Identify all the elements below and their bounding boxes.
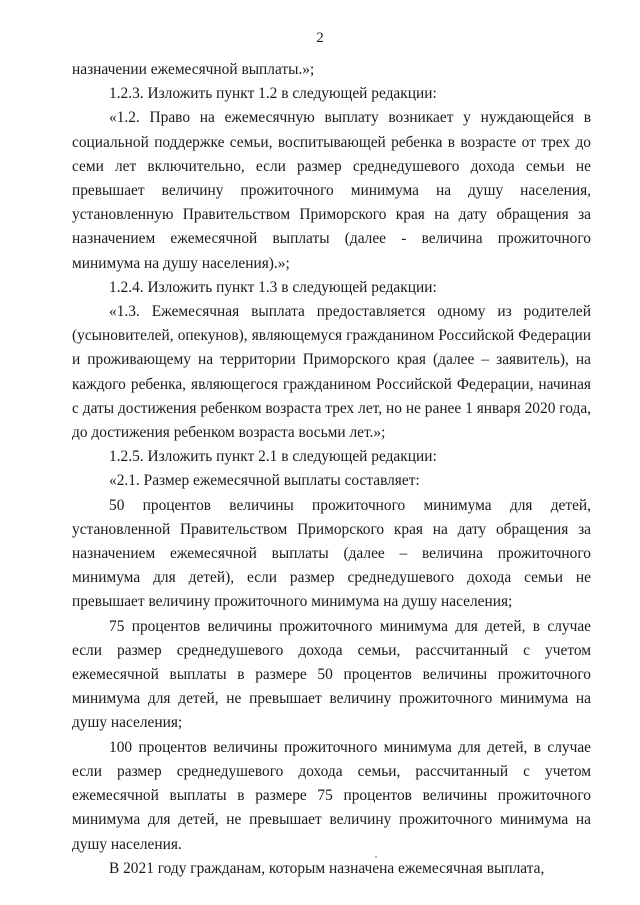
paragraph-amendment-1-2-3: 1.2.3. Изложить пункт 1.2 в следующей редакции: — [109, 85, 437, 103]
scan-speck — [375, 856, 377, 858]
paragraph-amendment-1-2-5: 1.2.5. Изложить пункт 2.1 в следующей редакции: — [109, 448, 437, 466]
paragraph-continuation: назначении ежемесячной выплаты.»; — [72, 61, 315, 78]
paragraph-rate-75: 75 процентов величины прожиточного минимума для детей, в случае если размер среднедушевого дохода семьи, рассчитанный с учетом ежемесячной выплаты в размере 50 процентов величины прожиточного минимума для детей, не превышает величину прожиточного минимума на душу населения; — [72, 617, 591, 732]
paragraph-amendment-1-2-4: 1.2.4. Изложить пункт 1.3 в следующей редакции: — [109, 278, 437, 296]
paragraph-clause-1-2: «1.2. Право на ежемесячную выплату возникает у нуждающейся в социальной поддержке семьи, воспитывающей ребенка в возрасте от трех до семи лет включительно, если размер среднедушевого дохода семьи не превышает величину прожиточного минимума на душу населения, установленную Правительством Приморского края на дату обращения за назначением ежемесячной выплаты (далее - величина прожиточного минимума на душу населения).»; — [72, 109, 591, 272]
paragraph-clause-2-1: «2.1. Размер ежемесячной выплаты составляет: — [109, 472, 420, 490]
paragraph-rate-100: 100 процентов величины прожиточного минимума для детей, в случае если размер среднедушевого дохода семьи, рассчитанный с учетом ежемесячной выплаты в размере 75 процентов величины прожиточного минимума для детей, не превышает величину прожиточного минимума на душу населения. — [72, 738, 591, 853]
paragraph-2021: В 2021 году гражданам, которым назначена ежемесячная выплата, — [109, 859, 545, 877]
page-number: 2 — [316, 30, 324, 46]
paragraph-rate-50: 50 процентов величины прожиточного минимума для детей, установленной Правительством Приморского края на дату обращения за назначением ежемесячной выплаты (далее – величина прожиточного минимума для детей), если размер среднедушевого дохода семьи не превышает величину прожиточного минимума на душу населения; — [72, 496, 591, 611]
paragraph-clause-1-3: «1.3. Ежемесячная выплата предоставляется одному из родителей (усыновителей, опекунов), являющемуся гражданином Российской Федерации и проживающему на территории Приморского края (далее – заявитель), на каждого ребенка, являющегося гражданином Российской Федерации, начиная с даты достижения ребенком возраста трех лет, но не ранее 1 января 2020 года, до достижения ребенком возраста восьми лет.»; — [72, 303, 591, 442]
document-body — [72, 58, 591, 881]
